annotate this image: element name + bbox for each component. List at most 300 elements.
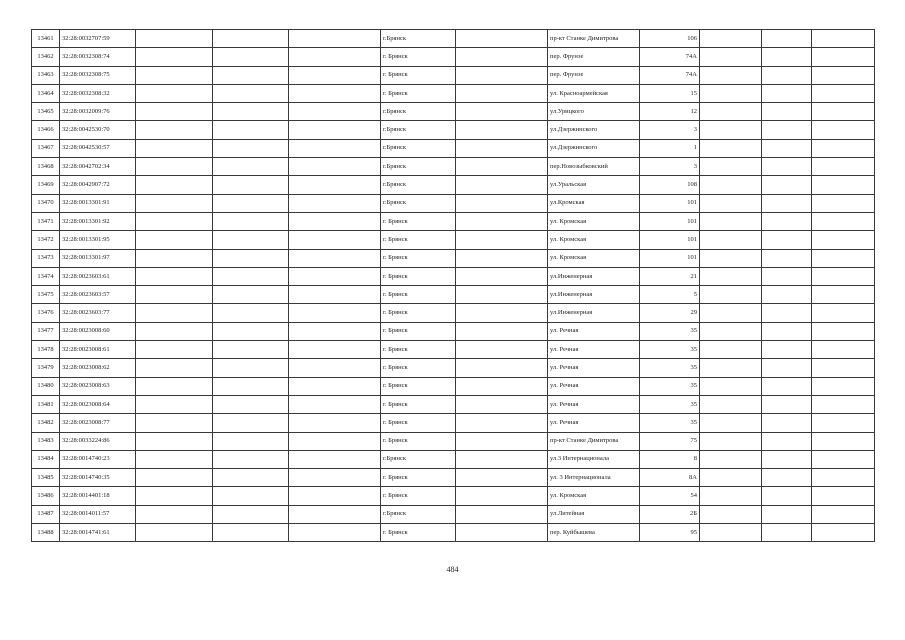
cell-house-number: 2Б [640, 505, 700, 523]
cell-empty [762, 304, 812, 322]
table-row [32, 103, 875, 121]
cell-record-number: 13464 [32, 84, 60, 102]
cell-street: ул.Инженерная [548, 304, 640, 322]
cell-cadastral-number: 32:28:0023008:63 [60, 377, 136, 395]
cell-empty [812, 395, 875, 413]
cell-empty [289, 395, 381, 413]
cell-empty [762, 30, 812, 48]
cell-street: пер. Фрунзе [548, 48, 640, 66]
table-row [32, 158, 875, 176]
table-row [32, 395, 875, 413]
cell-street: ул.Уральская [548, 176, 640, 194]
cell-empty [136, 48, 213, 66]
cell-empty [456, 267, 548, 285]
table-row [32, 121, 875, 139]
cell-city: г. Брянск [381, 48, 456, 66]
cell-street: ул.Инженерная [548, 286, 640, 304]
table-row [32, 469, 875, 487]
cell-cadastral-number: 32:28:0023008:77 [60, 414, 136, 432]
cell-cadastral-number: 32:28:0014740:35 [60, 469, 136, 487]
cell-empty [812, 194, 875, 212]
cell-empty [289, 249, 381, 267]
cell-empty [136, 121, 213, 139]
cell-cadastral-number: 32:28:0013301:92 [60, 212, 136, 230]
cell-empty [456, 469, 548, 487]
cell-empty [136, 139, 213, 157]
cell-empty [700, 139, 762, 157]
cell-street: ул. Речная [548, 341, 640, 359]
cell-city: г.Брянск [381, 139, 456, 157]
cell-empty [762, 359, 812, 377]
cell-empty [700, 231, 762, 249]
cell-empty [213, 194, 289, 212]
cell-record-number: 13482 [32, 414, 60, 432]
cell-empty [700, 84, 762, 102]
cell-cadastral-number: 32:28:0023603:61 [60, 267, 136, 285]
cell-empty [136, 395, 213, 413]
cell-cadastral-number: 32:28:0014401:18 [60, 487, 136, 505]
cell-empty [213, 469, 289, 487]
cell-empty [762, 377, 812, 395]
cell-empty [456, 66, 548, 84]
cell-empty [762, 524, 812, 542]
cell-empty [213, 212, 289, 230]
cell-house-number: 101 [640, 249, 700, 267]
cell-cadastral-number: 32:28:0032707:59 [60, 30, 136, 48]
table-row [32, 524, 875, 542]
cell-empty [812, 249, 875, 267]
cell-empty [762, 414, 812, 432]
cell-house-number: 5 [640, 286, 700, 304]
cell-city: г. Брянск [381, 487, 456, 505]
cell-empty [812, 322, 875, 340]
cell-house-number: 12 [640, 103, 700, 121]
cell-city: г. Брянск [381, 231, 456, 249]
cell-record-number: 13475 [32, 286, 60, 304]
cell-record-number: 13477 [32, 322, 60, 340]
cell-city: г. Брянск [381, 249, 456, 267]
cell-city: г.Брянск [381, 450, 456, 468]
cell-city: г.Брянск [381, 158, 456, 176]
cell-empty [812, 341, 875, 359]
cell-empty [762, 66, 812, 84]
cell-empty [213, 103, 289, 121]
cell-empty [812, 469, 875, 487]
cell-empty [762, 231, 812, 249]
cell-house-number: 1 [640, 139, 700, 157]
table-row [32, 267, 875, 285]
cell-empty [456, 212, 548, 230]
cell-empty [762, 395, 812, 413]
cell-cadastral-number: 32:28:0032308:74 [60, 48, 136, 66]
cell-empty [812, 304, 875, 322]
cell-cadastral-number: 32:28:0013301:95 [60, 231, 136, 249]
cell-empty [213, 377, 289, 395]
cell-house-number: 106 [640, 30, 700, 48]
table-body [32, 30, 875, 542]
cell-street: ул. Речная [548, 359, 640, 377]
cell-empty [289, 103, 381, 121]
cell-record-number: 13471 [32, 212, 60, 230]
cell-empty [812, 505, 875, 523]
table-row [32, 322, 875, 340]
cell-empty [213, 84, 289, 102]
table-row [32, 194, 875, 212]
cell-city: г.Брянск [381, 194, 456, 212]
cell-empty [762, 176, 812, 194]
cell-empty [213, 505, 289, 523]
cell-empty [289, 84, 381, 102]
cell-house-number: 75 [640, 432, 700, 450]
cell-cadastral-number: 32:28:0033224:86 [60, 432, 136, 450]
cell-cadastral-number: 32:28:0023008:61 [60, 341, 136, 359]
cell-empty [213, 158, 289, 176]
cell-street: пер. Куйбышева [548, 524, 640, 542]
cell-empty [762, 469, 812, 487]
cell-empty [700, 267, 762, 285]
cell-street: ул.Кромская [548, 194, 640, 212]
cell-empty [762, 194, 812, 212]
cell-empty [456, 158, 548, 176]
cell-empty [456, 48, 548, 66]
cell-cadastral-number: 32:28:0042530:57 [60, 139, 136, 157]
cell-street: ул. Речная [548, 377, 640, 395]
table-row [32, 505, 875, 523]
cell-street: ул. Кромская [548, 231, 640, 249]
cell-empty [213, 30, 289, 48]
cell-empty [456, 414, 548, 432]
cell-empty [289, 158, 381, 176]
table-row [32, 212, 875, 230]
cell-empty [213, 487, 289, 505]
cell-empty [213, 139, 289, 157]
cell-house-number: 54 [640, 487, 700, 505]
cell-empty [700, 103, 762, 121]
cell-empty [289, 524, 381, 542]
cell-empty [136, 469, 213, 487]
cell-empty [456, 322, 548, 340]
cell-empty [812, 377, 875, 395]
cell-empty [213, 524, 289, 542]
cell-house-number: 74А [640, 48, 700, 66]
cell-empty [700, 158, 762, 176]
cell-empty [456, 194, 548, 212]
cell-cadastral-number: 32:28:0014741:61 [60, 524, 136, 542]
cell-house-number: 101 [640, 194, 700, 212]
table-row [32, 450, 875, 468]
table-row [32, 30, 875, 48]
cell-empty [762, 212, 812, 230]
cell-empty [456, 450, 548, 468]
cell-empty [812, 231, 875, 249]
cell-empty [456, 359, 548, 377]
cell-empty [812, 30, 875, 48]
table-row [32, 341, 875, 359]
cell-house-number: 15 [640, 84, 700, 102]
cell-record-number: 13487 [32, 505, 60, 523]
cell-house-number: 3 [640, 121, 700, 139]
cell-record-number: 13476 [32, 304, 60, 322]
cell-street: ул.Литейная [548, 505, 640, 523]
table-row [32, 139, 875, 157]
cell-house-number: 8А [640, 469, 700, 487]
cell-record-number: 13485 [32, 469, 60, 487]
cell-house-number: 35 [640, 395, 700, 413]
cell-empty [213, 304, 289, 322]
cell-record-number: 13470 [32, 194, 60, 212]
cell-empty [289, 377, 381, 395]
cell-empty [136, 359, 213, 377]
cell-empty [456, 231, 548, 249]
cell-street: ул. Кромская [548, 212, 640, 230]
cell-empty [289, 322, 381, 340]
cell-empty [456, 30, 548, 48]
cell-empty [213, 450, 289, 468]
table-row [32, 432, 875, 450]
cell-city: г. Брянск [381, 414, 456, 432]
cell-empty [700, 359, 762, 377]
cell-empty [289, 450, 381, 468]
cell-empty [213, 395, 289, 413]
cell-empty [762, 139, 812, 157]
cell-empty [289, 176, 381, 194]
register-table [31, 29, 875, 542]
table-row [32, 414, 875, 432]
cell-empty [456, 341, 548, 359]
cell-city: г. Брянск [381, 524, 456, 542]
cell-empty [136, 377, 213, 395]
cell-empty [213, 267, 289, 285]
cell-empty [762, 267, 812, 285]
cell-street: ул.Дзержинского [548, 121, 640, 139]
cell-empty [812, 432, 875, 450]
cell-house-number: 35 [640, 359, 700, 377]
cell-city: г. Брянск [381, 267, 456, 285]
cell-street: пер. Фрунзе [548, 66, 640, 84]
cell-empty [762, 432, 812, 450]
cell-empty [812, 139, 875, 157]
cell-record-number: 13472 [32, 231, 60, 249]
cell-empty [289, 48, 381, 66]
cell-cadastral-number: 32:28:0023008:64 [60, 395, 136, 413]
table-row [32, 48, 875, 66]
cell-empty [213, 66, 289, 84]
cell-city: г. Брянск [381, 377, 456, 395]
cell-house-number: 101 [640, 231, 700, 249]
cell-empty [762, 505, 812, 523]
cell-empty [136, 341, 213, 359]
cell-record-number: 13467 [32, 139, 60, 157]
cell-record-number: 13480 [32, 377, 60, 395]
cell-empty [700, 377, 762, 395]
cell-empty [136, 432, 213, 450]
cell-house-number: 95 [640, 524, 700, 542]
cell-empty [289, 66, 381, 84]
cell-cadastral-number: 32:28:0014740:23 [60, 450, 136, 468]
cell-empty [136, 267, 213, 285]
cell-city: г.Брянск [381, 176, 456, 194]
cell-empty [700, 249, 762, 267]
cell-house-number: 35 [640, 322, 700, 340]
cell-empty [213, 359, 289, 377]
cell-empty [289, 121, 381, 139]
cell-empty [213, 249, 289, 267]
cell-empty [456, 487, 548, 505]
cell-empty [289, 194, 381, 212]
cell-empty [812, 267, 875, 285]
cell-record-number: 13488 [32, 524, 60, 542]
cell-empty [213, 286, 289, 304]
cell-empty [289, 30, 381, 48]
cell-empty [762, 487, 812, 505]
table-row [32, 377, 875, 395]
cell-empty [213, 176, 289, 194]
table-row [32, 66, 875, 84]
cell-empty [136, 505, 213, 523]
cell-city: г.Брянск [381, 30, 456, 48]
cell-empty [700, 505, 762, 523]
cell-street: ул. Речная [548, 322, 640, 340]
cell-empty [136, 487, 213, 505]
cell-record-number: 13465 [32, 103, 60, 121]
cell-record-number: 13486 [32, 487, 60, 505]
cell-empty [136, 304, 213, 322]
cell-empty [289, 286, 381, 304]
cell-empty [456, 432, 548, 450]
cell-city: г.Брянск [381, 103, 456, 121]
cell-street: ул. Кромская [548, 249, 640, 267]
cell-city: г.Брянск [381, 121, 456, 139]
cell-empty [762, 286, 812, 304]
cell-city: г. Брянск [381, 469, 456, 487]
cell-empty [456, 121, 548, 139]
cell-empty [456, 139, 548, 157]
cell-empty [700, 469, 762, 487]
cell-street: ул. Речная [548, 414, 640, 432]
cell-empty [213, 231, 289, 249]
cell-record-number: 13473 [32, 249, 60, 267]
cell-empty [762, 450, 812, 468]
table-row [32, 487, 875, 505]
cell-empty [136, 66, 213, 84]
cell-empty [456, 103, 548, 121]
cell-empty [213, 341, 289, 359]
cell-street: ул.Дзержинского [548, 139, 640, 157]
cell-cadastral-number: 32:28:0042530:70 [60, 121, 136, 139]
table-row [32, 84, 875, 102]
cell-street: пр-кт Станке Димитрова [548, 30, 640, 48]
cell-cadastral-number: 32:28:0023603:77 [60, 304, 136, 322]
cell-empty [289, 267, 381, 285]
cell-empty [289, 341, 381, 359]
cell-empty [289, 231, 381, 249]
cell-empty [700, 322, 762, 340]
cell-empty [812, 487, 875, 505]
cell-record-number: 13466 [32, 121, 60, 139]
cell-cadastral-number: 32:28:0042907:72 [60, 176, 136, 194]
cell-empty [762, 121, 812, 139]
cell-empty [812, 66, 875, 84]
cell-empty [700, 450, 762, 468]
cell-city: г. Брянск [381, 66, 456, 84]
table-row [32, 176, 875, 194]
cell-street: ул.Инженерная [548, 267, 640, 285]
cell-empty [136, 524, 213, 542]
cell-empty [289, 505, 381, 523]
cell-empty [213, 48, 289, 66]
cell-house-number: 29 [640, 304, 700, 322]
cell-record-number: 13468 [32, 158, 60, 176]
cell-empty [456, 84, 548, 102]
cell-city: г. Брянск [381, 359, 456, 377]
page-number: 484 [446, 565, 459, 574]
cell-house-number: 101 [640, 212, 700, 230]
cell-empty [289, 487, 381, 505]
cell-empty [136, 84, 213, 102]
cell-city: г. Брянск [381, 322, 456, 340]
cell-empty [812, 414, 875, 432]
cell-empty [213, 432, 289, 450]
cell-cadastral-number: 32:28:0032308:32 [60, 84, 136, 102]
cell-empty [136, 322, 213, 340]
cell-empty [136, 176, 213, 194]
cell-empty [136, 158, 213, 176]
cell-empty [289, 414, 381, 432]
cell-empty [289, 432, 381, 450]
cell-record-number: 13479 [32, 359, 60, 377]
cell-empty [700, 176, 762, 194]
cell-cadastral-number: 32:28:0013301:91 [60, 194, 136, 212]
cell-empty [136, 212, 213, 230]
cell-empty [456, 395, 548, 413]
cell-city: г. Брянск [381, 432, 456, 450]
cell-cadastral-number: 32:28:0014011:57 [60, 505, 136, 523]
cell-empty [136, 30, 213, 48]
cell-city: г. Брянск [381, 84, 456, 102]
cell-house-number: 35 [640, 341, 700, 359]
cell-empty [700, 212, 762, 230]
cell-cadastral-number: 32:28:0032009:76 [60, 103, 136, 121]
cell-street: ул. Красноармейская [548, 84, 640, 102]
cell-empty [289, 139, 381, 157]
cell-record-number: 13463 [32, 66, 60, 84]
cell-empty [812, 450, 875, 468]
cell-empty [762, 84, 812, 102]
cell-empty [762, 48, 812, 66]
cell-empty [289, 304, 381, 322]
cell-empty [700, 524, 762, 542]
cell-empty [762, 341, 812, 359]
cell-empty [812, 524, 875, 542]
cell-empty [136, 194, 213, 212]
cell-empty [700, 395, 762, 413]
cell-empty [812, 121, 875, 139]
cell-empty [812, 158, 875, 176]
cell-city: г. Брянск [381, 212, 456, 230]
cell-house-number: 35 [640, 414, 700, 432]
cell-empty [213, 121, 289, 139]
cell-empty [136, 286, 213, 304]
cell-empty [456, 505, 548, 523]
table-row [32, 304, 875, 322]
cell-empty [700, 341, 762, 359]
cell-empty [289, 359, 381, 377]
cell-record-number: 13461 [32, 30, 60, 48]
cell-record-number: 13462 [32, 48, 60, 66]
cell-empty [812, 48, 875, 66]
cell-empty [812, 359, 875, 377]
cell-empty [456, 377, 548, 395]
